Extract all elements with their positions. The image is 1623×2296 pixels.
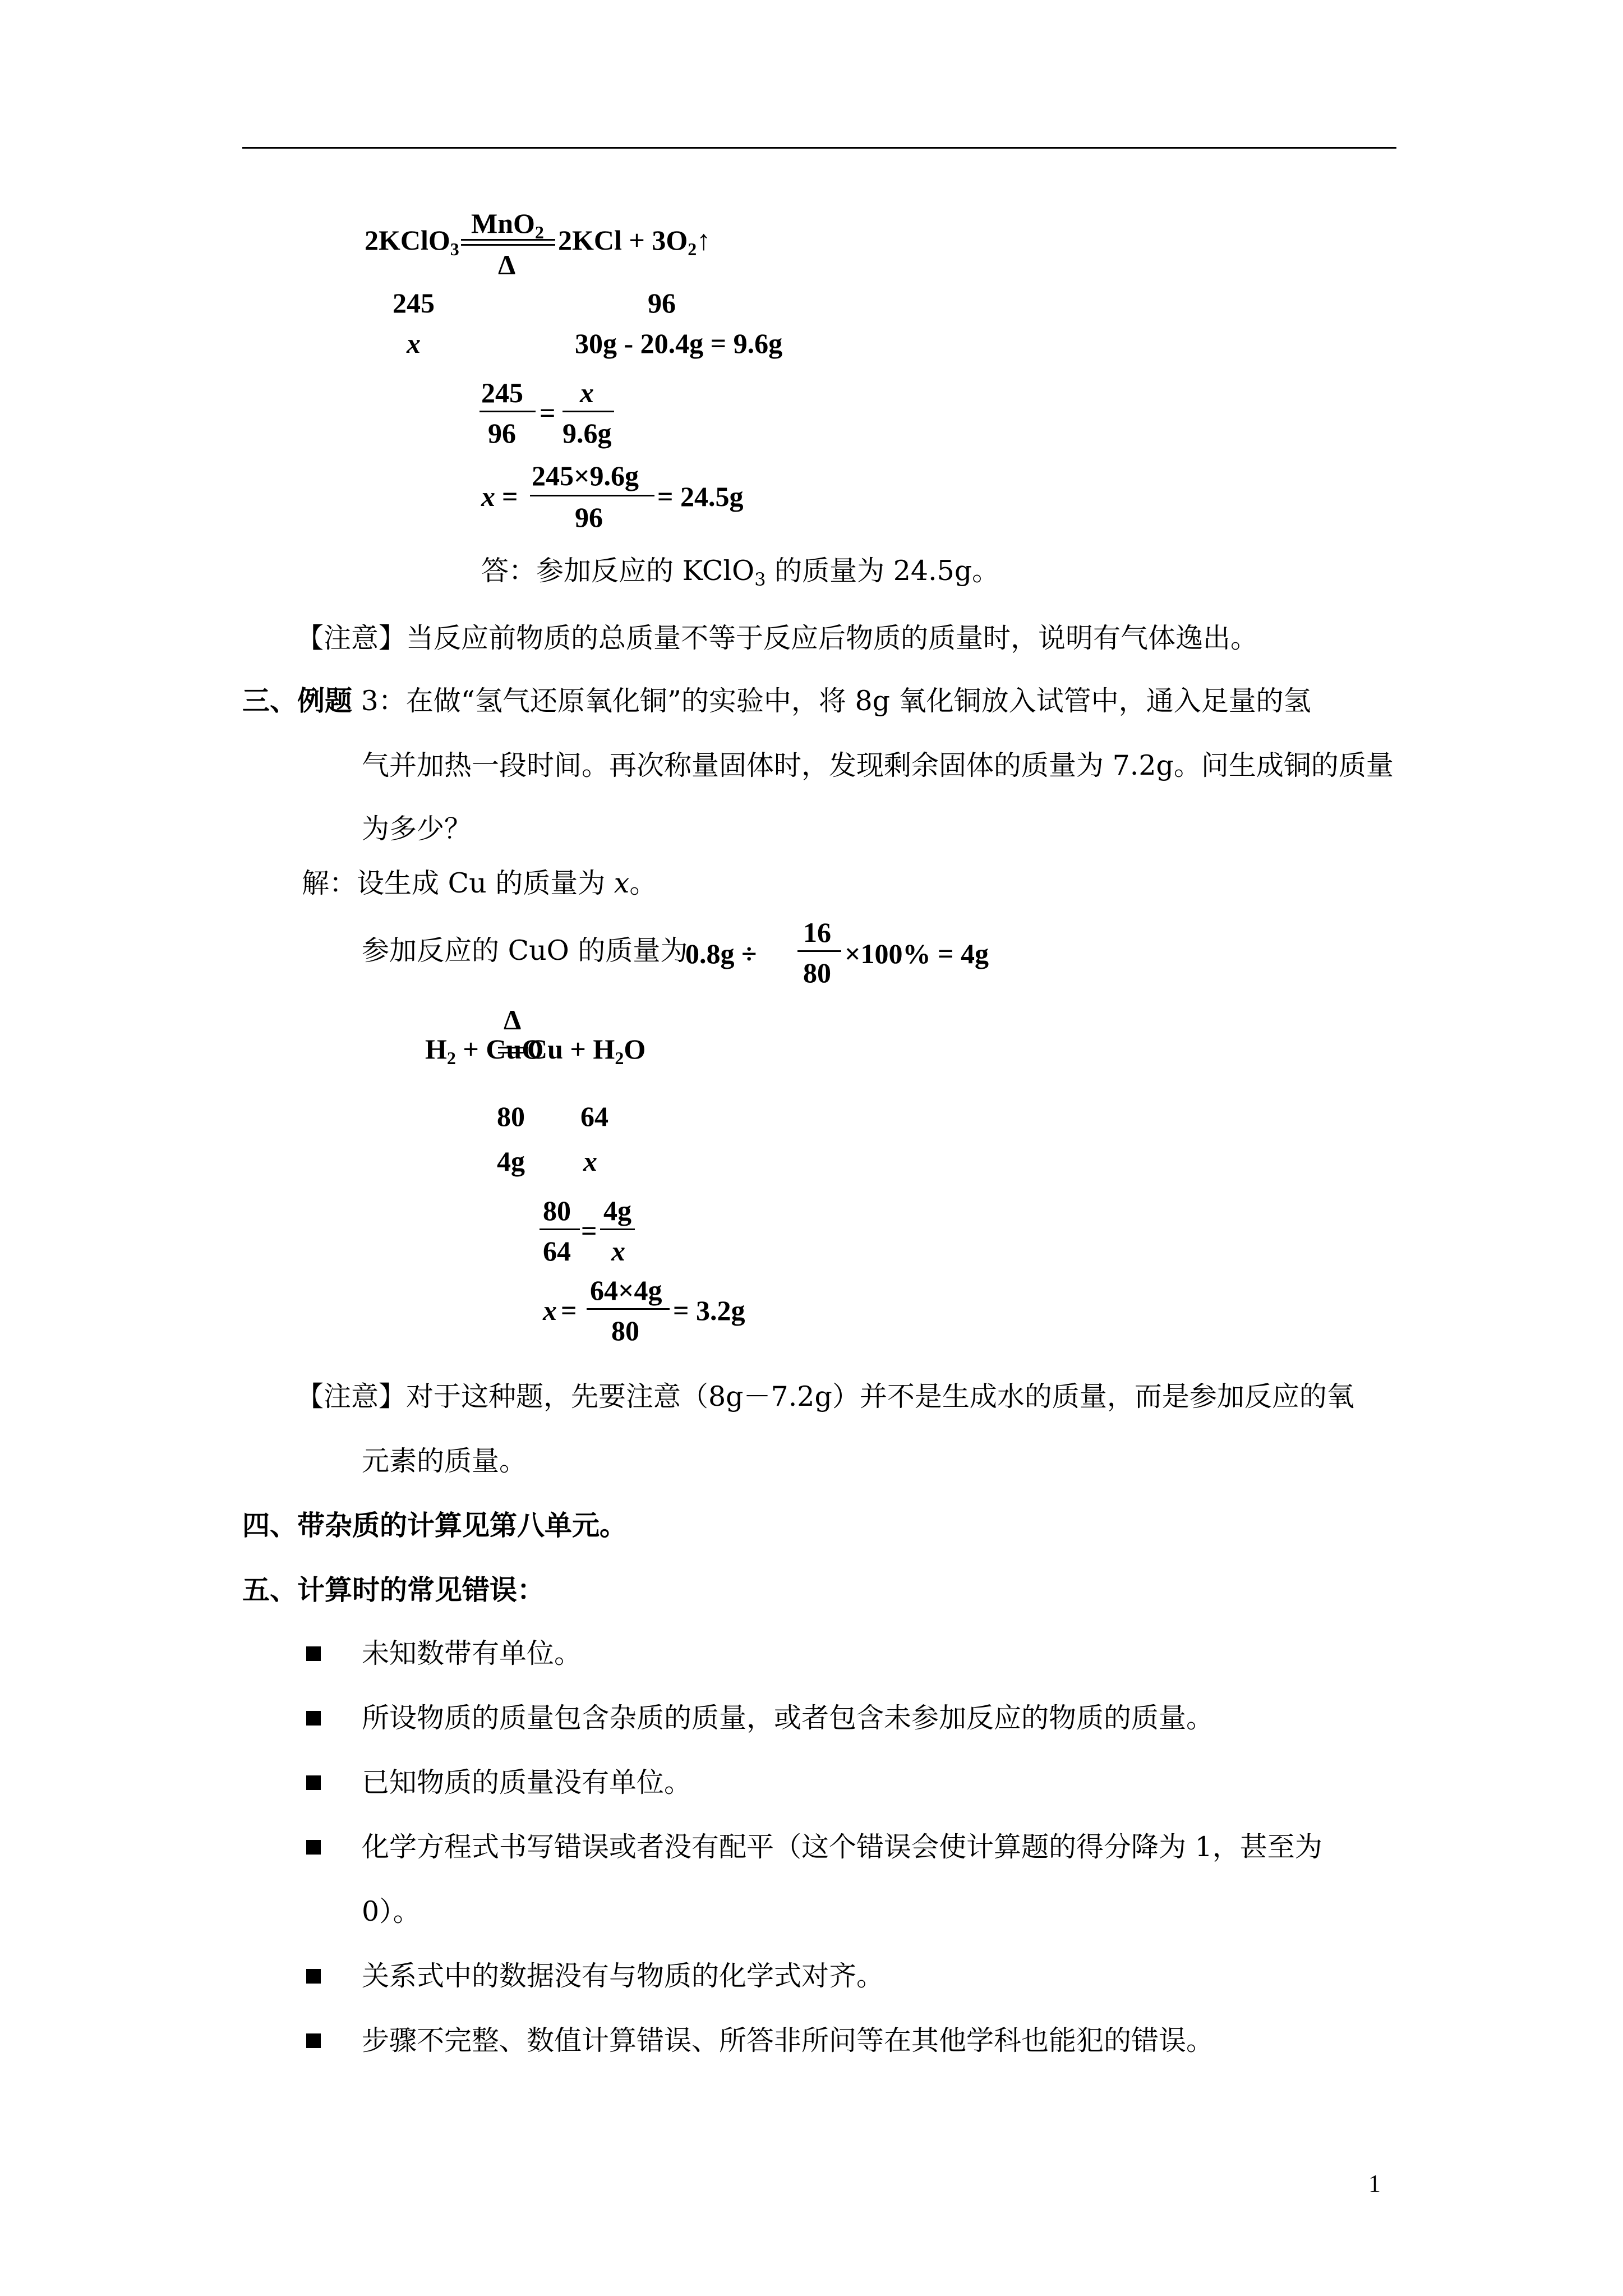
equation-catalyst: MnO$_2$ (471, 208, 544, 242)
unknown-x: x (583, 1145, 597, 1177)
note-oxygen-mass-line2: 元素的质量。 (362, 1445, 527, 1477)
cuo-mass-label: 参加反应的 CuO 的质量为 (362, 935, 688, 967)
page-number: 1 (1368, 2170, 1381, 2197)
list-item: 关系式中的数据没有与物质的化学式对齐。 (362, 1960, 884, 1992)
list-item: 化学方程式书写错误或者没有配平（这个错误会使计算题的得分降为 1，甚至为 (362, 1831, 1322, 1863)
fraction-numerator: 64×4g (590, 1274, 662, 1306)
fraction-denominator: 80 (611, 1315, 639, 1346)
fraction-bar (479, 411, 536, 412)
list-item: 已知物质的质量没有单位。 (362, 1766, 692, 1798)
equation-condition: Δ (498, 249, 516, 280)
header-rule (242, 147, 1396, 149)
example3-line3: 为多少？ (362, 813, 472, 845)
fraction-bar (797, 950, 841, 952)
fraction-bar (540, 1228, 580, 1230)
bullet-square-icon (306, 1711, 321, 1726)
equation-rhs: $2KCl + 3O_2↑$ (558, 224, 711, 259)
equals-sign: = (502, 481, 518, 512)
molar-mass-kclo3: 245 (393, 287, 435, 319)
equals-sign: = (540, 397, 556, 429)
fraction-bar (600, 1228, 635, 1230)
reaction-equals-sign (461, 239, 555, 246)
fraction-numerator: 16 (803, 917, 831, 948)
solution-intro: 解：设生成 Cu 的质量为 x。 (302, 867, 657, 899)
molar-mass-cu: 64 (580, 1101, 608, 1132)
list-item: 所设物质的质量包含杂质的质量，或者包含未参加反应的物质的质量。 (362, 1702, 1214, 1734)
fraction-denominator: 80 (803, 957, 831, 988)
fraction-bar (530, 495, 654, 496)
list-item: 步骤不完整、数值计算错误、所答非所问等在其他学科也能犯的错误。 (362, 2024, 1214, 2056)
molar-mass-o2: 96 (648, 287, 676, 319)
solve-result: = 24.5g (657, 481, 744, 512)
oxygen-mass: 30g - 20.4g = 9.6g (575, 328, 783, 359)
fraction-denominator: 64 (543, 1235, 571, 1267)
equals-sign: = (561, 1295, 577, 1326)
equals-sign: = (581, 1215, 597, 1246)
cuo-mass: 4g (497, 1145, 525, 1177)
list-item: 未知数带有单位。 (362, 1637, 582, 1669)
cuo-mass-expression: 0.8g ÷ (685, 938, 757, 969)
fraction-numerator: x (580, 377, 594, 408)
fraction-bar (562, 411, 614, 412)
reaction-equals-sign (498, 1047, 528, 1053)
section-5-heading: 五、计算时的常见错误： (242, 1574, 545, 1606)
solve-result: = 3.2g (673, 1295, 745, 1326)
bullet-square-icon (306, 2033, 321, 2048)
equation-rhs: $Cu + H_2O$ (527, 1033, 646, 1068)
bullet-square-icon (306, 1840, 321, 1855)
molar-mass-cuo: 80 (497, 1101, 525, 1132)
fraction-numerator: 4g (603, 1195, 631, 1226)
example3-line1: 三、例题 3：在做“氢气还原氧化铜”的实验中，将 8g 氧化铜放入试管中，通入足量的氢 (242, 685, 1311, 717)
solve-variable: x (481, 481, 495, 512)
bullet-square-icon (306, 1646, 321, 1661)
note-gas-escape: 【注意】当反应前物质的总质量不等于反应后物质的质量时，说明有气体逸出。 (296, 622, 1258, 654)
fraction-bar (587, 1308, 670, 1310)
fraction-numerator: 245×9.6g (532, 460, 639, 491)
section-4-heading: 四、带杂质的计算见第八单元。 (242, 1510, 628, 1542)
equation-lhs: 2KClO$_3$ (365, 224, 459, 259)
fraction-denominator: 96 (488, 417, 516, 449)
solve-variable: x (543, 1295, 557, 1326)
bullet-square-icon (306, 1775, 321, 1790)
equation-lhs: $H_2$ + CuO (425, 1033, 544, 1068)
bullet-square-icon (306, 1969, 321, 1984)
equation-condition: Δ (504, 1004, 522, 1036)
list-item-continuation: 0）。 (362, 1895, 421, 1927)
note-oxygen-mass-line1: 【注意】对于这种题，先要注意（8g－7.2g）并不是生成水的质量，而是参加反应的氧 (296, 1381, 1354, 1412)
cuo-mass-result: ×100% = 4g (845, 938, 989, 969)
answer-kclo3: 答：参加反应的 KClO$_3$ 的质量为 24.5g。 (481, 555, 1000, 590)
unknown-x: x (407, 328, 421, 359)
fraction-numerator: 80 (543, 1195, 571, 1226)
fraction-denominator: 96 (575, 501, 603, 533)
fraction-numerator: 245 (481, 377, 523, 408)
example3-line2: 气并加热一段时间。再次称量固体时，发现剩余固体的质量为 7.2g。问生成铜的质量 (362, 749, 1394, 781)
fraction-denominator: x (611, 1235, 625, 1267)
fraction-denominator: 9.6g (562, 417, 612, 449)
